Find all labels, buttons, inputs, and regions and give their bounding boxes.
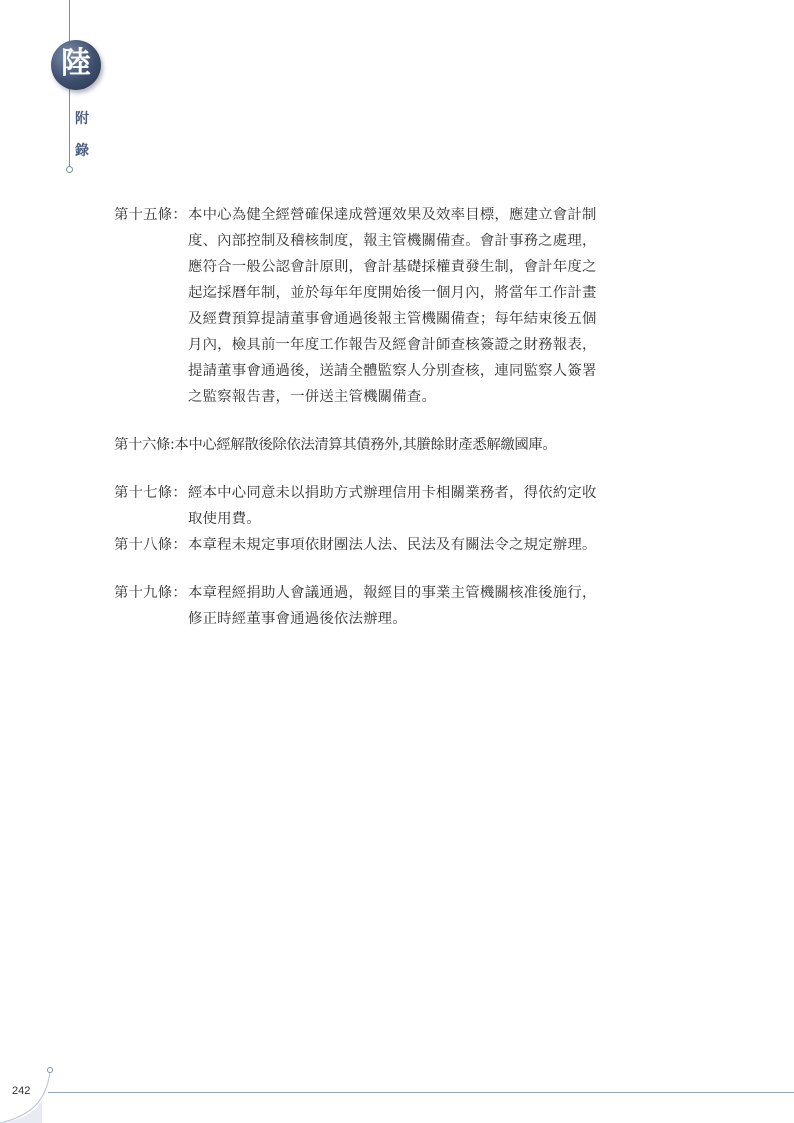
article-line: 之監察報告書，一併送主管機關備查。 <box>188 389 437 405</box>
article-line: 及經費預算提請董事會通過後報主管機關備查；每年結束後五個 <box>188 311 597 327</box>
article-line: 本章程未規定事項依財團法人法、民法及有關法令之規定辦理。 <box>188 537 597 553</box>
article-line: 提請董事會通過後，送請全體監察人分別查核，連同監察人簽署 <box>188 363 597 379</box>
article-line: 經本中心同意未以捐助方式辦理信用卡相關業務者，得依約定收 <box>188 485 597 501</box>
article-line: 度、內部控制及稽核制度，報主管機關備查。會計事務之處理， <box>188 233 597 249</box>
article-label: 第十九條： <box>114 585 187 601</box>
chapter-title: 陸 <box>61 46 91 81</box>
article-17 <box>114 480 624 532</box>
article-line: 修正時經董事會通過後依法辦理。 <box>188 611 407 627</box>
article-body <box>188 202 624 410</box>
article-line: 月內，檢具前一年度工作報告及經會計師查核簽證之財務報表， <box>188 337 597 353</box>
article-label: 第十五條： <box>114 207 187 223</box>
section-label-char-2: 錄 <box>75 143 89 159</box>
page-number: 242 <box>12 1085 31 1097</box>
chapter-badge <box>51 40 101 90</box>
articles-content <box>114 202 624 632</box>
article-16 <box>114 432 624 458</box>
article-body <box>188 580 624 632</box>
article-body <box>188 480 624 532</box>
article-line: 本中心為健全經營確保達成營運效果及效率目標，應建立會計制 <box>188 207 597 223</box>
article-label: 第十八條： <box>114 537 187 553</box>
section-label-char-1: 附 <box>75 111 89 127</box>
article-line: 起迄採曆年制，並於每年年度開始後一個月內，將當年工作計畫 <box>188 285 597 301</box>
article-text: 第十六條:本中心經解散後除依法清算其債務外,其賸餘財產悉解繳國庫。 <box>114 437 557 453</box>
article-15 <box>114 202 624 410</box>
article-19 <box>114 580 624 632</box>
chapter-marker-dot <box>66 166 73 173</box>
article-line: 應符合一般公認會計原則，會計基礎採權責發生制，會計年度之 <box>188 259 597 275</box>
article-body <box>188 532 624 558</box>
footer-rule <box>48 1092 794 1093</box>
section-label <box>73 103 91 167</box>
article-line: 取使用費。 <box>188 511 261 527</box>
article-label: 第十七條： <box>114 485 187 501</box>
article-line: 本章程經捐助人會議通過，報經目的事業主管機關核准後施行， <box>188 585 597 601</box>
article-18 <box>114 532 624 558</box>
